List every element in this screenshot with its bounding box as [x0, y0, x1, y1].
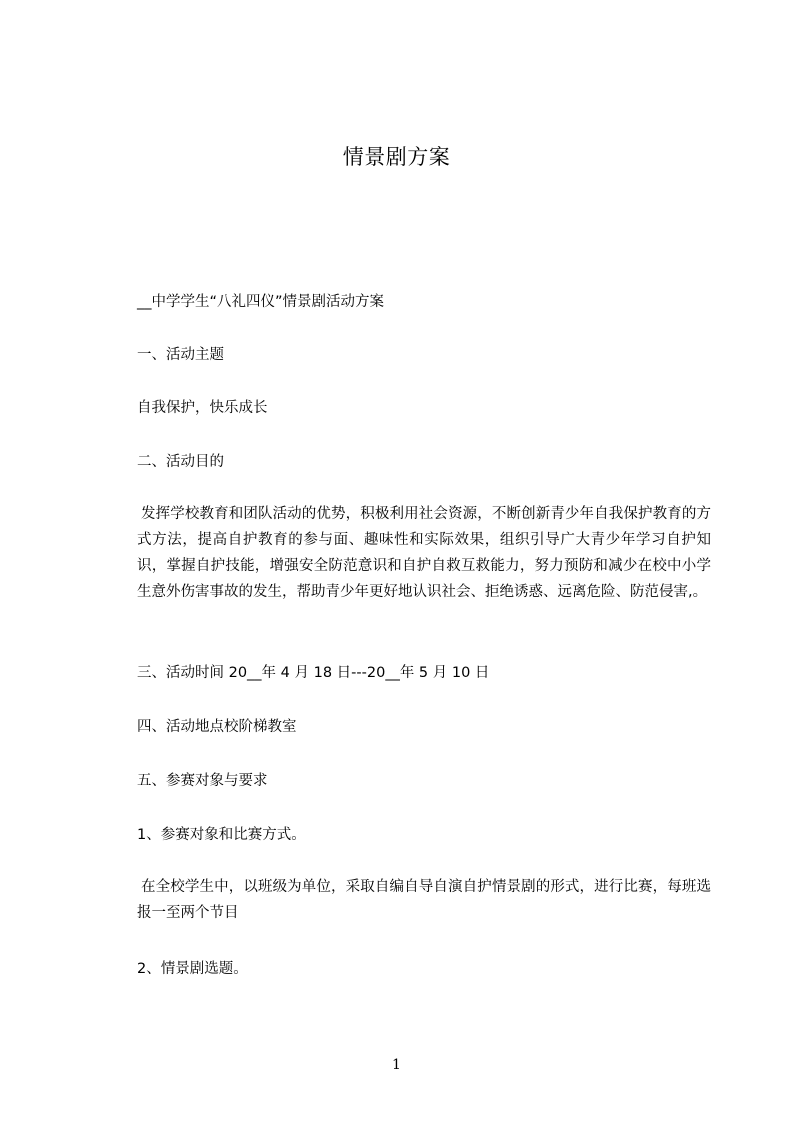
section-heading-theme: 一、活动主题	[137, 347, 224, 363]
document-title: 情景剧方案	[342, 145, 451, 169]
section-location: 四、活动地点校阶梯教室	[137, 719, 297, 735]
document-subtitle: __中学学生“八礼四仪”情景剧活动方案	[137, 294, 385, 310]
section-heading-purpose: 二、活动目的	[137, 454, 224, 470]
item-heading-participants: 1、参赛对象和比赛方式。	[137, 827, 306, 843]
section-heading-participants: 五、参赛对象与要求	[137, 773, 268, 789]
section-body-theme: 自我保护，快乐成长	[137, 400, 268, 416]
page-number: 1	[392, 1057, 401, 1073]
item-body-participants: 在全校学生中，以班级为单位，采取自编自导自演自护情景剧的形式，进行比赛，每班选报一至两个节目	[137, 879, 711, 921]
section-time: 三、活动时间 20__年 4 月 18 日---20__年 5 月 10 日	[137, 665, 490, 681]
item-heading-topic: 2、情景剧选题。	[137, 961, 248, 977]
section-body-purpose: 发挥学校教育和团队活动的优势，积极利用社会资源，不断创新青少年自我保护教育的方式方法，提高自护教育的参与面、趣味性和实际效果，组织引导广大青少年学习自护知识，掌握自护技能，增强安全防范意识和自护自救互救能力，努力预防和减少在校中小学生意外伤害事故的发生，帮助青少年更好地认识社会、拒绝诱惑、远离危险、防范侵害,。	[137, 506, 711, 600]
